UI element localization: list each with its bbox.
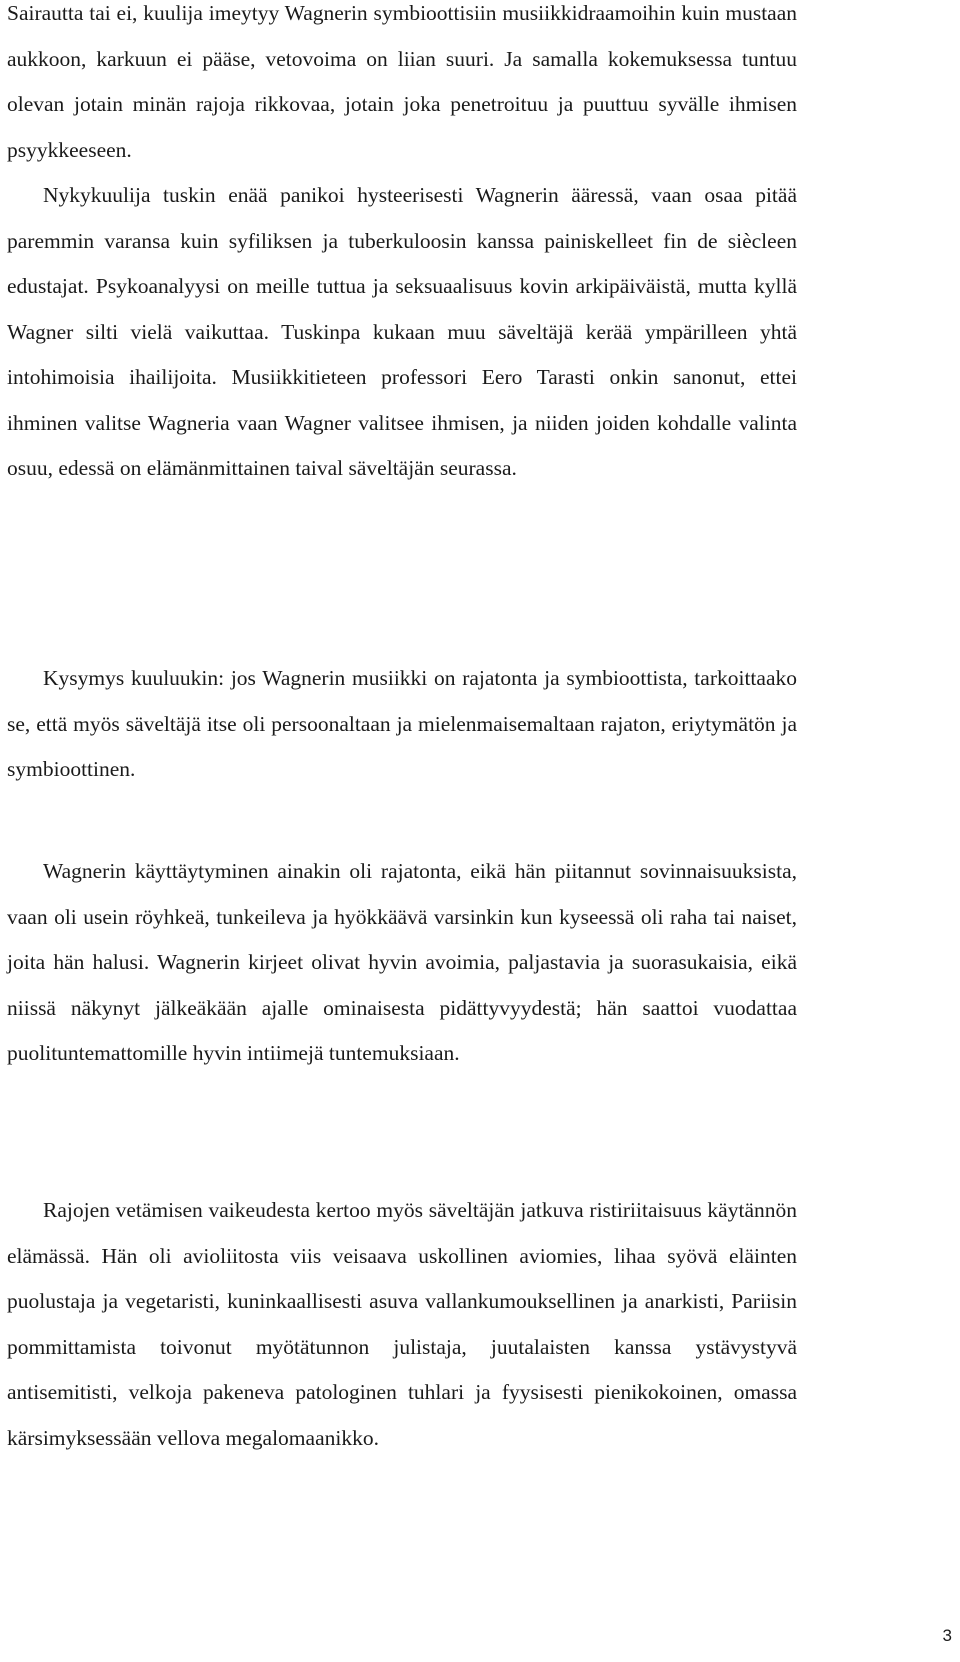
paragraph-5: Rajojen vetämisen vaikeudesta kertoo myös säveltäjän jatkuva ristiriitaisuus käytännön elämässä. Hän oli avioliitosta viis veisaava uskollinen aviomies, lihaa syövä eläinten puolustaja ja vegetaristi, kuninkaallisesti asuva vallankumouksellinen ja anarkisti, Pariisin pommittamista toivonut myötätunnon julistaja, juutalaisten kanssa ystävystyvä antisemitisti, velkoja pakeneva patologinen tuhlari ja fyysisesti pienikokoinen, omassa kärsimyksessään vellova megalomaanikko. [7, 1198, 797, 1450]
paragraph-4: Wagnerin käyttäytyminen ainakin oli rajatonta, eikä hän piitannut sovinnaisuuksista, vaan oli usein röyhkeä, tunkeileva ja hyökkäävä varsinkin kun kyseessä oli raha tai naiset, joita hän halusi. Wagnerin kirjeet olivat hyvin avoimia, paljastavia ja suorasukaisia, eikä niissä näkynyt jälkeäkään ajalle ominaisesta pidättyvyydestä; hän saattoi vuodattaa puolituntemattomille hyvin intiimejä tuntemuksiaan. [7, 859, 797, 1065]
paragraph-3: Kysymys kuuluukin: jos Wagnerin musiikki on rajatonta ja symbioottista, tarkoittaako se, että myös säveltäjä itse oli persoonaltaan ja mielenmaisemaltaan rajaton, eriytymätön ja symbioottinen. [7, 666, 797, 781]
page-number: 3 [942, 1626, 952, 1645]
text-block-1 [7, 0, 797, 492]
paragraph-1: Sairautta tai ei, kuulija imeytyy Wagnerin symbioottisiin musiikkidraamoihin kuin mustaan aukkoon, karkuun ei pääse, vetovoima on liian suuri. Ja samalla kokemuksessa tuntuu olevan jotain minän rajoja rikkovaa, jotain joka penetroituu ja puuttuu syvälle ihmisen psyykkeeseen. [7, 1, 797, 162]
paragraph-2: Nykykuulija tuskin enää panikoi hysteerisesti Wagnerin ääressä, vaan osaa pitää paremmin varansa kuin syfiliksen ja tuberkuloosin kanssa painiskelleet fin de siècleen edustajat. Psykoanalyysi on meille tuttua ja seksuaalisuus kovin arkipäiväistä, mutta kyllä Wagner silti vielä vaikuttaa. Tuskinpa kukaan muu säveltäjä kerää ympärilleen yhtä intohimoisia ihailijoita. Musiikkitieteen professori Eero Tarasti onkin sanonut, ettei ihminen valitse Wagneria vaan Wagner valitsee ihmisen, ja niiden joiden kohdalle valinta osuu, edessä on elämänmittainen taival säveltäjän seurassa. [7, 183, 797, 480]
